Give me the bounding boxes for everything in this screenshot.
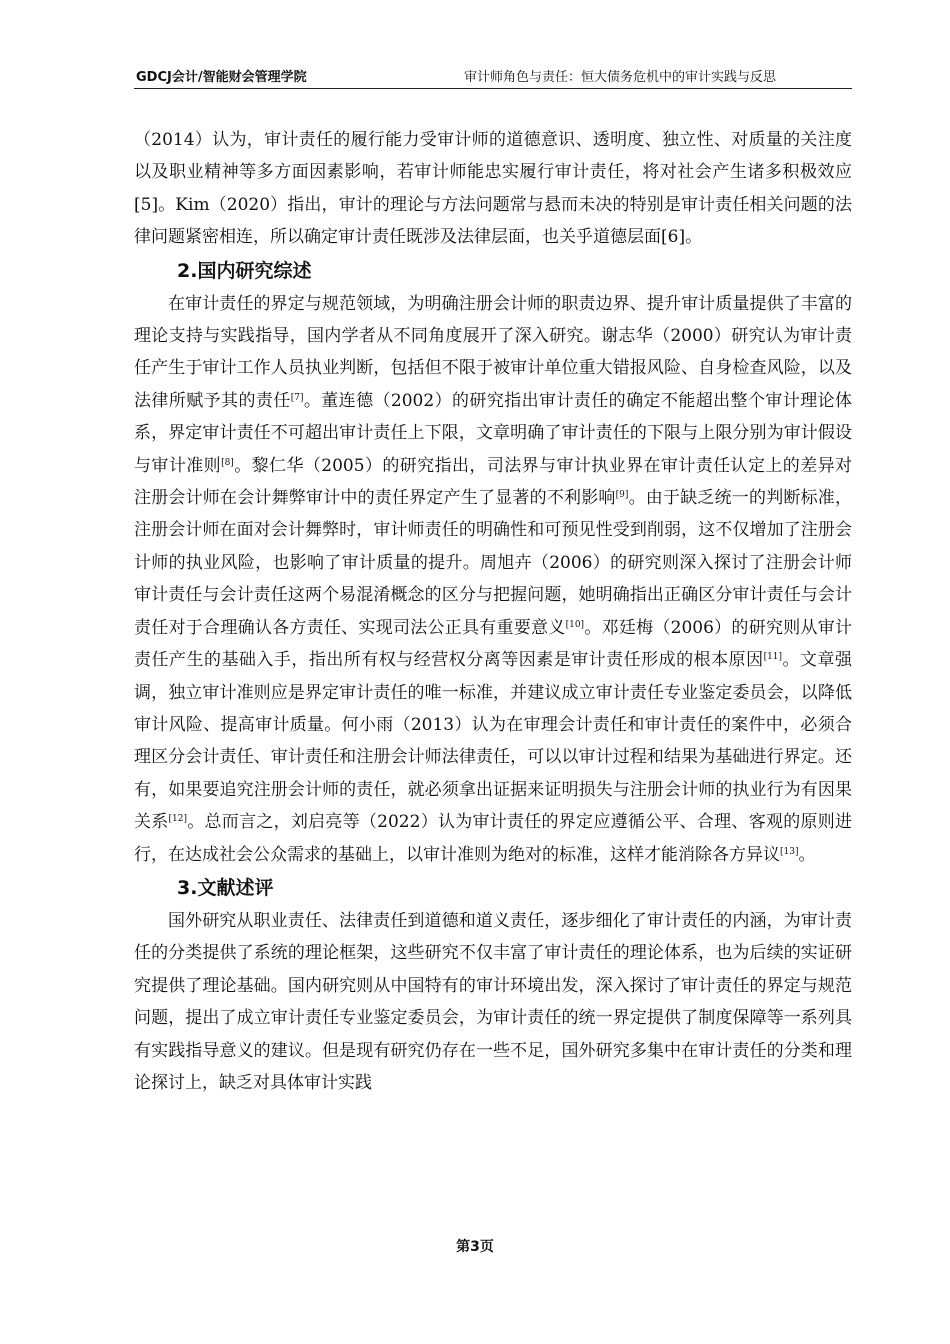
citation-ref: [11] <box>763 652 783 663</box>
section-heading-domestic-review: 2.国内研究综述 <box>177 259 312 282</box>
citation-ref: [13] <box>780 846 799 857</box>
citation-ref: [10] <box>565 619 585 630</box>
citation-ref: [9] <box>615 490 629 501</box>
citation-ref: [12] <box>168 814 188 825</box>
page-header <box>134 64 852 89</box>
page-body <box>134 124 852 1099</box>
section-heading-literature-review: 3.文献述评 <box>177 876 274 899</box>
citation-ref: [8] <box>221 457 234 468</box>
header-institution: GDCJ会计/智能财会管理学院 <box>136 70 307 85</box>
paragraph-domestic-review: 在审计责任的界定与规范领域，为明确注册会计师的职责边界、提升审计质量提供了丰富的理论支持与实践指导，国内学者从不同角度展开了深入研究。谢志华（2000）研究认为审计责任产生于审计工作人员执业判断，包括但不限于被审计单位重大错报风险、自身检查风险，以及法律所赋予其的责任[7]。董连德（2002）的研究指出审计责任的确定不能超出整个审计理论体系，界定审计责任不可超出审计责任上下限，文章明确了审计责任的下限与上限分别为审计假设与审计准则[8]。黎仁华（2005）的研究指出，司法界与审计执业界在审计责任认定上的差异对注册会计师在会计舞弊审计中的责任界定产生了显著的不利影响[9]。由于缺乏统一的判断标准，注册会计师在面对会计舞弊时，审计师责任的明确性和可预见性受到削弱，这不仅增加了注册会计师的执业风险，也影响了审计质量的提升。周旭卉（2006）的研究则深入探讨了注册会计师审计责任与会计责任这两个易混淆概念的区分与把握问题，她明确指出正确区分审计责任与会计责任对于合理确认各方责任、实现司法公正具有重要意义[10]。邓廷梅（2006）的研究则从审计责任产生的基础入手，指出所有权与经营权分离等因素是审计责任形成的根本原因[11]。文章强调，独立审计准则应是界定审计责任的唯一标准，并建议成立审计责任专业鉴定委员会，以降低审计风险、提高审计质量。何小雨（2013）认为在审理会计责任和审计责任的案件中，必须合理区分会计责任、审计责任和注册会计师法律责任，可以以审计过程和结果为基础进行界定。还有，如果要追究注册会计师的责任，就必须拿出证据来证明损失与注册会计师的执业行为有因果关系[12]。总而言之，刘启亮等（2022）认为审计责任的界定应遵循公平、合理、客观的原则进行，在达成社会公众需求的基础上，以审计准则为绝对的标准，这样才能消除各方异议[13]。 <box>134 293 853 865</box>
paragraph-literature-review: 国外研究从职业责任、法律责任到道德和道义责任，逐步细化了审计责任的内涵，为审计责任的分类提供了系统的理论框架，这些研究不仅丰富了审计责任的理论体系，也为后续的实证研究提供了理论基础。国内研究则从中国特有的审计环境出发，深入探讨了审计责任的界定与规范问题，提出了成立审计责任专业鉴定委员会，为审计责任的统一界定提供了制度保障等一系列具有实践指导意义的建议。但是现有研究仍存在一些不足，国外研究多集中在审计责任的分类和理论探讨上，缺乏对具体审计实践 <box>134 910 852 1093</box>
page-number: 第3页 <box>456 1239 494 1255</box>
header-paper-title: 审计师角色与责任：恒大债务危机中的审计实践与反思 <box>463 70 776 85</box>
citation-ref: [7] <box>290 392 304 403</box>
paragraph-foreign-review-end: （2014）认为，审计责任的履行能力受审计师的道德意识、透明度、独立性、对质量的关注度以及职业精神等多方面因素影响，若审计师能忠实履行审计责任，将对社会产生诸多积极效应[5]。Kim（2020）指出，审计的理论与方法问题常与悬而未决的特别是审计责任相关问题的法律问题紧密相连，所以确定审计责任既涉及法律层面，也关乎道德层面[6]。 <box>134 130 852 248</box>
